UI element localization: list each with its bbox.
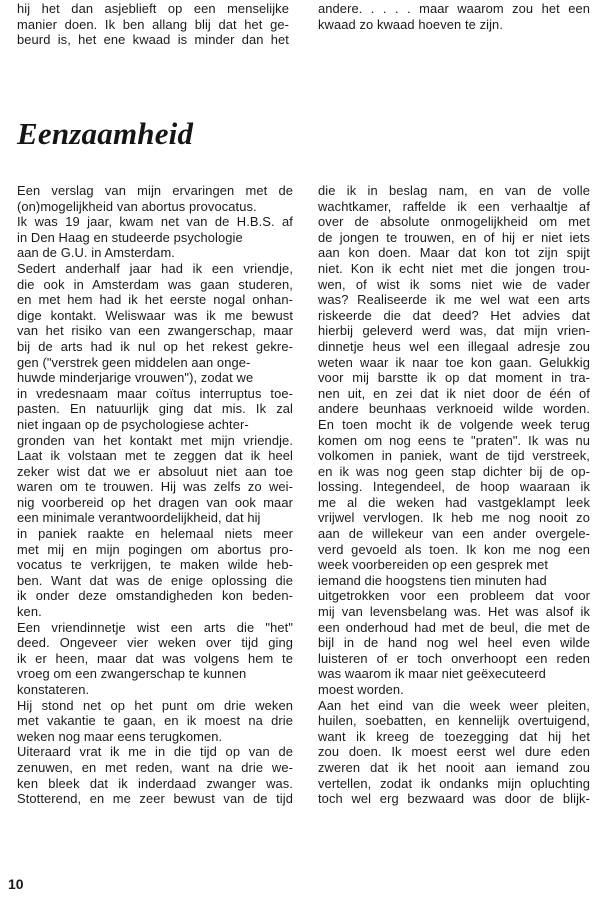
- text-line: vrijwel vervlogen. Ik heb me nog nooit zo: [318, 510, 590, 526]
- text-line: Een verslag van mijn ervaringen met de: [17, 183, 293, 198]
- text-line: over de absolute onmogelijkheid om met: [318, 214, 590, 230]
- text-line: niet. Kon ik echt niet met die jongen trou-: [318, 260, 590, 276]
- text-line: (on)mogelijkheid van abortus provocatus.: [17, 198, 257, 214]
- text-line: uitgetrokken voor een probleem dat voor: [318, 588, 590, 604]
- text-line: en met hem had ik het eerste nogal onhan-: [17, 292, 293, 308]
- text-line: Uiteraard vrat ik me in die tijd op van de: [17, 744, 293, 760]
- text-line: gen ("verstrek geen middelen aan onge-: [17, 354, 251, 370]
- text-line: en ik was nog geen stap dichter bij de op-: [318, 463, 590, 479]
- text-line: niet ingaan op de psychologiese achter-: [17, 416, 249, 432]
- top-left-continuation: [17, 1, 289, 48]
- text-line: aan de G.U. in Amsterdam.: [17, 245, 175, 261]
- top-right-continuation: [318, 1, 590, 32]
- text-line: nig voorbereid op het dragen van ook maar: [17, 494, 293, 510]
- text-line: kwaad zo kwaad hoeven te zijn.: [318, 16, 504, 32]
- text-line: ken.: [17, 604, 42, 620]
- text-line: nen uit, en zei dat ik niet door de één of: [318, 385, 590, 401]
- text-line: zweren dat ik het nooit aan iemand zou: [318, 759, 590, 775]
- text-line: die ook in Amsterdam was gaan studeren,: [17, 276, 293, 292]
- text-line: in paniek raakte en helemaal niets meer: [17, 526, 293, 542]
- text-line: was waarom ik maar niet geëxecuteerd: [318, 666, 546, 682]
- text-line: Stotterend, en me zeer bewust van de tijd: [17, 791, 293, 807]
- text-line: hij het dan asjeblieft op een menselijke: [17, 1, 289, 16]
- text-line: bijl in de hand nog wel heel even wilde: [318, 635, 590, 651]
- text-line: die ik in beslag nam, en van de volle: [318, 183, 590, 198]
- text-line: luisteren of er toch onverhoopt een reden: [318, 650, 590, 666]
- text-line: toch wel erg bezwaard was door de blijk-: [318, 791, 590, 807]
- text-line: dige kontakt. Weliswaar was ik me bewust: [17, 307, 293, 323]
- text-line: Aan het eind van die week weer pleiten,: [318, 697, 590, 713]
- text-line: huilen, soebatten, en kennelijk overtuigend,: [318, 713, 590, 729]
- text-line: zenuwen, en met reden, want na drie we-: [17, 759, 293, 775]
- text-line: Hij stond net op het punt om drie weken: [17, 697, 293, 713]
- text-line: vocatus te verkrijgen, te maken wilde heb-: [17, 557, 293, 573]
- text-line: komen om nog eens te "praten". Ik was nu: [318, 432, 590, 448]
- page-number: 10: [8, 876, 24, 892]
- text-line: ben. Want dat was de enige oplossing die: [17, 572, 293, 588]
- text-line: wachtkamer, raffelde ik een verhaaltje af: [318, 198, 590, 214]
- text-line: de jongen te trouwen, en of hij er niet iets: [318, 229, 590, 245]
- text-line: een onderhoud had met de beul, die met de: [318, 619, 590, 635]
- text-line: aan kon doen. Maar dat kon tot zijn spijt: [318, 245, 590, 261]
- text-line: volkomen in paniek, want de tijd verstreek,: [318, 448, 590, 464]
- text-line: pasten. En natuurlijk ging dat mis. Ik zal: [17, 401, 293, 417]
- text-line: wen, of wist ik soms niet wie de vader: [318, 276, 590, 292]
- text-line: waren om te trouwen. Hij was zelfs zo wei-: [17, 479, 293, 495]
- text-line: zou doen. Ik moest eerst wel dure eden: [318, 744, 590, 760]
- text-line: En toen mocht ik de volgende week terug: [318, 416, 590, 432]
- text-line: Sedert anderhalf jaar had ik een vriendje,: [17, 260, 293, 276]
- text-line: vertellen, zodat ik ondanks mijn opluchting: [318, 775, 590, 791]
- text-line: van het risiko van een zwangerschap, maar: [17, 323, 293, 339]
- text-line: was? Realiseerde ik me wel wat een arts: [318, 292, 590, 308]
- text-line: andere. . . . . maar waarom zou het een: [318, 1, 590, 16]
- text-line: lossing. Integendeel, de hoop waaraan ik: [318, 479, 590, 495]
- text-line: weten waar ik naar toe kon gaan. Gelukkig: [318, 354, 590, 370]
- text-line: riskeerde die dat deed? Het advies dat: [318, 307, 590, 323]
- text-line: manier doen. Ik ben allang blij dat het ge-: [17, 16, 289, 32]
- text-line: een minimale verantwoordelijkheid, dat hij: [17, 510, 261, 526]
- text-line: beurd is, het ene kwaad is minder dan het: [17, 32, 289, 48]
- text-line: verd gevoeld als toen. Ik kon me nog een: [318, 541, 590, 557]
- text-line: moest worden.: [318, 682, 404, 697]
- text-line: Laat ik volstaan met te zeggen dat ik heel: [17, 448, 293, 464]
- text-line: dinnetje heus wel een illegaal adresje zou: [318, 338, 590, 354]
- text-line: met mij en mijn pogingen om abortus pro-: [17, 541, 293, 557]
- text-line: in Den Haag en studeerde psychologie: [17, 229, 243, 245]
- text-line: ken bleek dat ik inderdaad zwanger was.: [17, 775, 293, 791]
- text-line: ik onder deze omstandigheden kon beden-: [17, 588, 293, 604]
- text-line: mij van levensbelang was. Het was alsof ik: [318, 604, 590, 620]
- text-line: week voorbereiden op een gesprek met: [318, 557, 549, 573]
- text-line: konstateren.: [17, 682, 90, 697]
- text-line: gronden van het kontakt met mijn vriendje.: [17, 432, 293, 448]
- body-left-column: [17, 183, 293, 807]
- text-line: huwde minderjarige vrouwen"), zodat we: [17, 370, 254, 386]
- article-heading: Eenzaamheid: [17, 116, 194, 151]
- text-line: met vakantie te gaan, en ik moest na drie: [17, 713, 293, 729]
- text-line: Een vriendinnetje wist een arts die "het": [17, 619, 293, 635]
- text-line: andere beunhaas verknoeid wilde worden.: [318, 401, 590, 417]
- text-line: bij de arts had ik nul op het rekest gekre-: [17, 338, 293, 354]
- text-line: vroeg om een zwangerschap te kunnen: [17, 666, 247, 682]
- text-line: voor mij barstte ik op dat moment in tra-: [318, 370, 590, 386]
- text-line: Ik was 19 jaar, kwam net van de H.B.S. af: [17, 214, 293, 230]
- text-line: zeker wist dat we er absoluut niet aan toe: [17, 463, 293, 479]
- text-line: ik er heen, maar dat was volgens hem te: [17, 650, 293, 666]
- body-right-column: [318, 183, 590, 807]
- text-line: in vredesnaam maar coïtus interruptus toe-: [17, 385, 293, 401]
- text-line: weken nog maar eens terugkomen.: [17, 728, 223, 744]
- text-line: hierbij geleverd werd was, dat mijn vrien-: [318, 323, 590, 339]
- text-line: me al die weken had vastgeklampt leek: [318, 494, 590, 510]
- text-line: iemand die hoogstens tien minuten had: [318, 572, 547, 588]
- text-line: want ik kreeg de toezegging dat hij het: [318, 728, 590, 744]
- text-line: aan de willekeur van een ander overgele-: [318, 526, 590, 542]
- text-line: deed. Ongeveer vier weken over tijd ging: [17, 635, 293, 651]
